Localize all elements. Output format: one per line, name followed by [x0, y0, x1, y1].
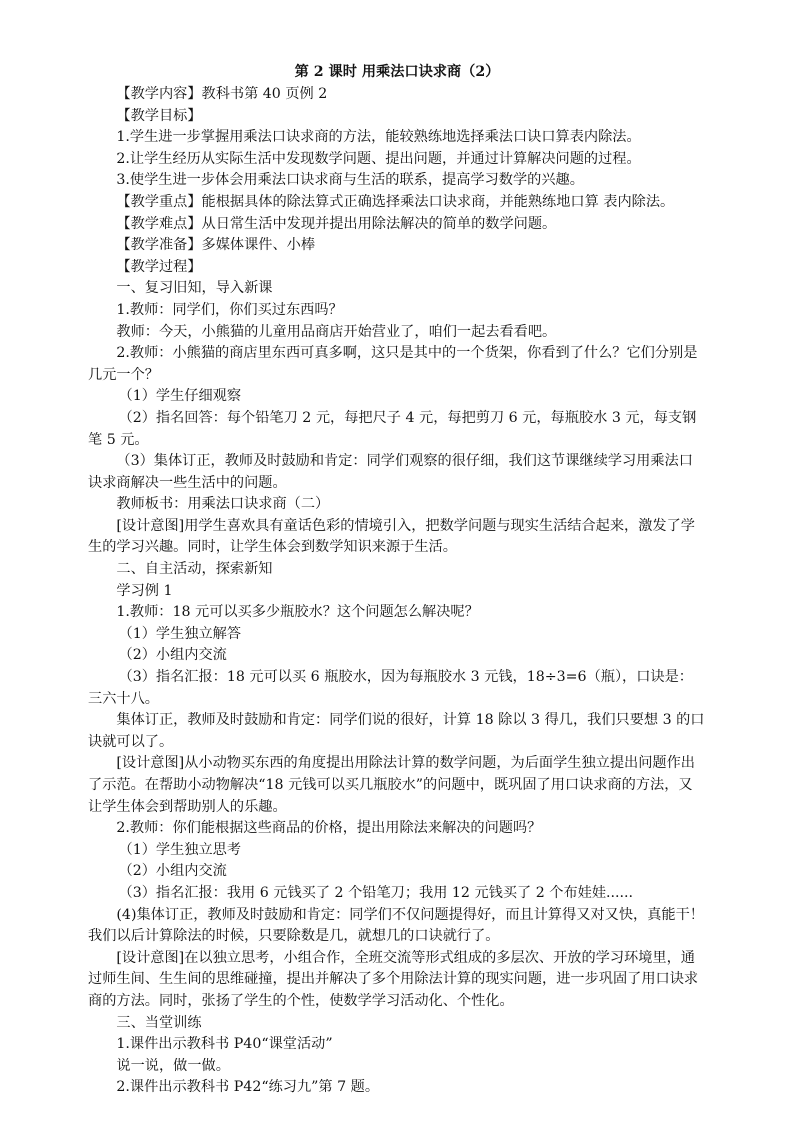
- section-heading: 二、自主活动，探索新知: [116, 561, 273, 578]
- teaching-key-point: 【教学重点】能根据具体的除法算式正确选择乘法口诀求商，并能熟练地口算 表内除法。: [116, 193, 675, 210]
- objective-3: 3.使学生进一步体会用乘法口诀求商与生活的联系，提高学习数学的兴趣。: [116, 172, 584, 189]
- teaching-process-heading: 【教学过程】: [116, 258, 202, 275]
- section-heading: 三、当堂训练: [116, 1014, 202, 1031]
- list-item: （3）指名汇报：我用 6 元钱买了 2 个铅笔刀；我用 12 元钱买了 2 个布娃娃......: [118, 884, 634, 901]
- paragraph: 1.教师：同学们，你们买过东西吗？: [116, 301, 343, 318]
- paragraph: 教师板书：用乘法口诀求商（二）: [116, 496, 330, 513]
- paragraph: 2.课件出示教科书 P42“练习九”第 7 题。: [116, 1079, 380, 1096]
- list-item: （2）小组内交流: [118, 647, 227, 664]
- teaching-preparation: 【教学准备】多媒体课件、小棒: [116, 237, 316, 254]
- lesson-title: 第 2 课时 用乘法口诀求商（2）: [294, 64, 500, 80]
- paragraph: 教师：今天，小熊猫的儿童用品商店开始营业了，咱们一起去看看吧。: [116, 323, 557, 340]
- list-item: （1）学生独立思考: [118, 841, 242, 858]
- paragraph: 集体订正，教师及时鼓励和肯定：同学们说的很好，计算 18 除以 3 得几，我们只要想 3 的口诀就可以了。: [88, 712, 705, 750]
- section-heading: 一、复习旧知，导入新课: [116, 280, 273, 297]
- list-item: （2）指名回答：每个铅笔刀 2 元，每把尺子 4 元，每把剪刀 6 元，每瓶胶水 3 元，每支钢笔 5 元。: [88, 409, 697, 448]
- design-intent: [设计意图]从小动物买东西的角度提出用除法计算的数学问题，为后面学生独立提出问题作出了示范。在帮助小动物解决“18 元钱可以买几瓶胶水”的问题中，既巩固了用口诀求商的方法，又让学生体会到帮助别人的乐趣。: [88, 755, 695, 815]
- teaching-objectives-heading: 【教学目标】: [116, 107, 202, 124]
- objective-2: 2.让学生经历从实际生活中发现数学问题、提出问题，并通过计算解决问题的过程。: [116, 150, 641, 167]
- paragraph: 2.教师：小熊猫的商店里东西可真多啊，这只是其中的一个货架，你看到了什么？它们分别是几元一个？: [88, 345, 698, 383]
- objective-1: 1.学生进一步掌握用乘法口诀求商的方法，能较熟练地选择乘法口诀口算表内除法。: [116, 129, 641, 146]
- paragraph: 1.教师：18 元可以买多少瓶胶水？这个问题怎么解决呢？: [116, 604, 479, 621]
- lesson-body: [88, 84, 706, 1099]
- list-item: （1）学生仔细观察: [118, 388, 242, 405]
- list-item: (4)集体订正，教师及时鼓励和肯定：同学们不仅问题提得好，而且计算得又对又快，真能干！我们以后计算除法的时候，只要除数是几，就想几的口诀就行了。: [88, 906, 704, 945]
- paragraph: 学习例 1: [116, 582, 173, 599]
- design-intent: [设计意图]在以独立思考，小组合作，全班交流等形式组成的多层次、开放的学习环境里，通过师生间、生生间的思维碰撞，提出并解决了多个用除法计算的现实问题，进一步巩固了用口诀求商的方法。同时，张扬了学生的个性，使数学学习活动化、个性化。: [88, 949, 699, 1009]
- list-item: （2）小组内交流: [118, 863, 227, 880]
- design-intent: [设计意图]用学生喜欢具有童话色彩的情境引入，把数学问题与现实生活结合起来，激发了学生的学习兴趣。同时，让学生体会到数学知识来源于生活。: [88, 517, 695, 556]
- paragraph: 1.课件出示教科书 P40“课堂活动”: [116, 1036, 333, 1053]
- paragraph: 说一说，做一做。: [116, 1057, 230, 1074]
- list-item: （1）学生独立解答: [118, 625, 242, 642]
- list-item: （3）指名汇报：18 元可以买 6 瓶胶水，因为每瓶胶水 3 元钱，18÷3=6（瓶），口诀是：三六十八。: [88, 669, 693, 707]
- teaching-content: 【教学内容】教科书第 40 页例 2: [116, 86, 328, 102]
- paragraph: 2.教师：你们能根据这些商品的价格，提出用除法来解决的问题吗？: [116, 820, 542, 837]
- teaching-difficulty: 【教学难点】从日常生活中发现并提出用除法解决的简单的数学问题。: [116, 215, 557, 232]
- list-item: （3）集体订正，教师及时鼓励和肯定：同学们观察的很仔细，我们这节课继续学习用乘法口诀求商解决一些生活中的问题。: [88, 453, 693, 491]
